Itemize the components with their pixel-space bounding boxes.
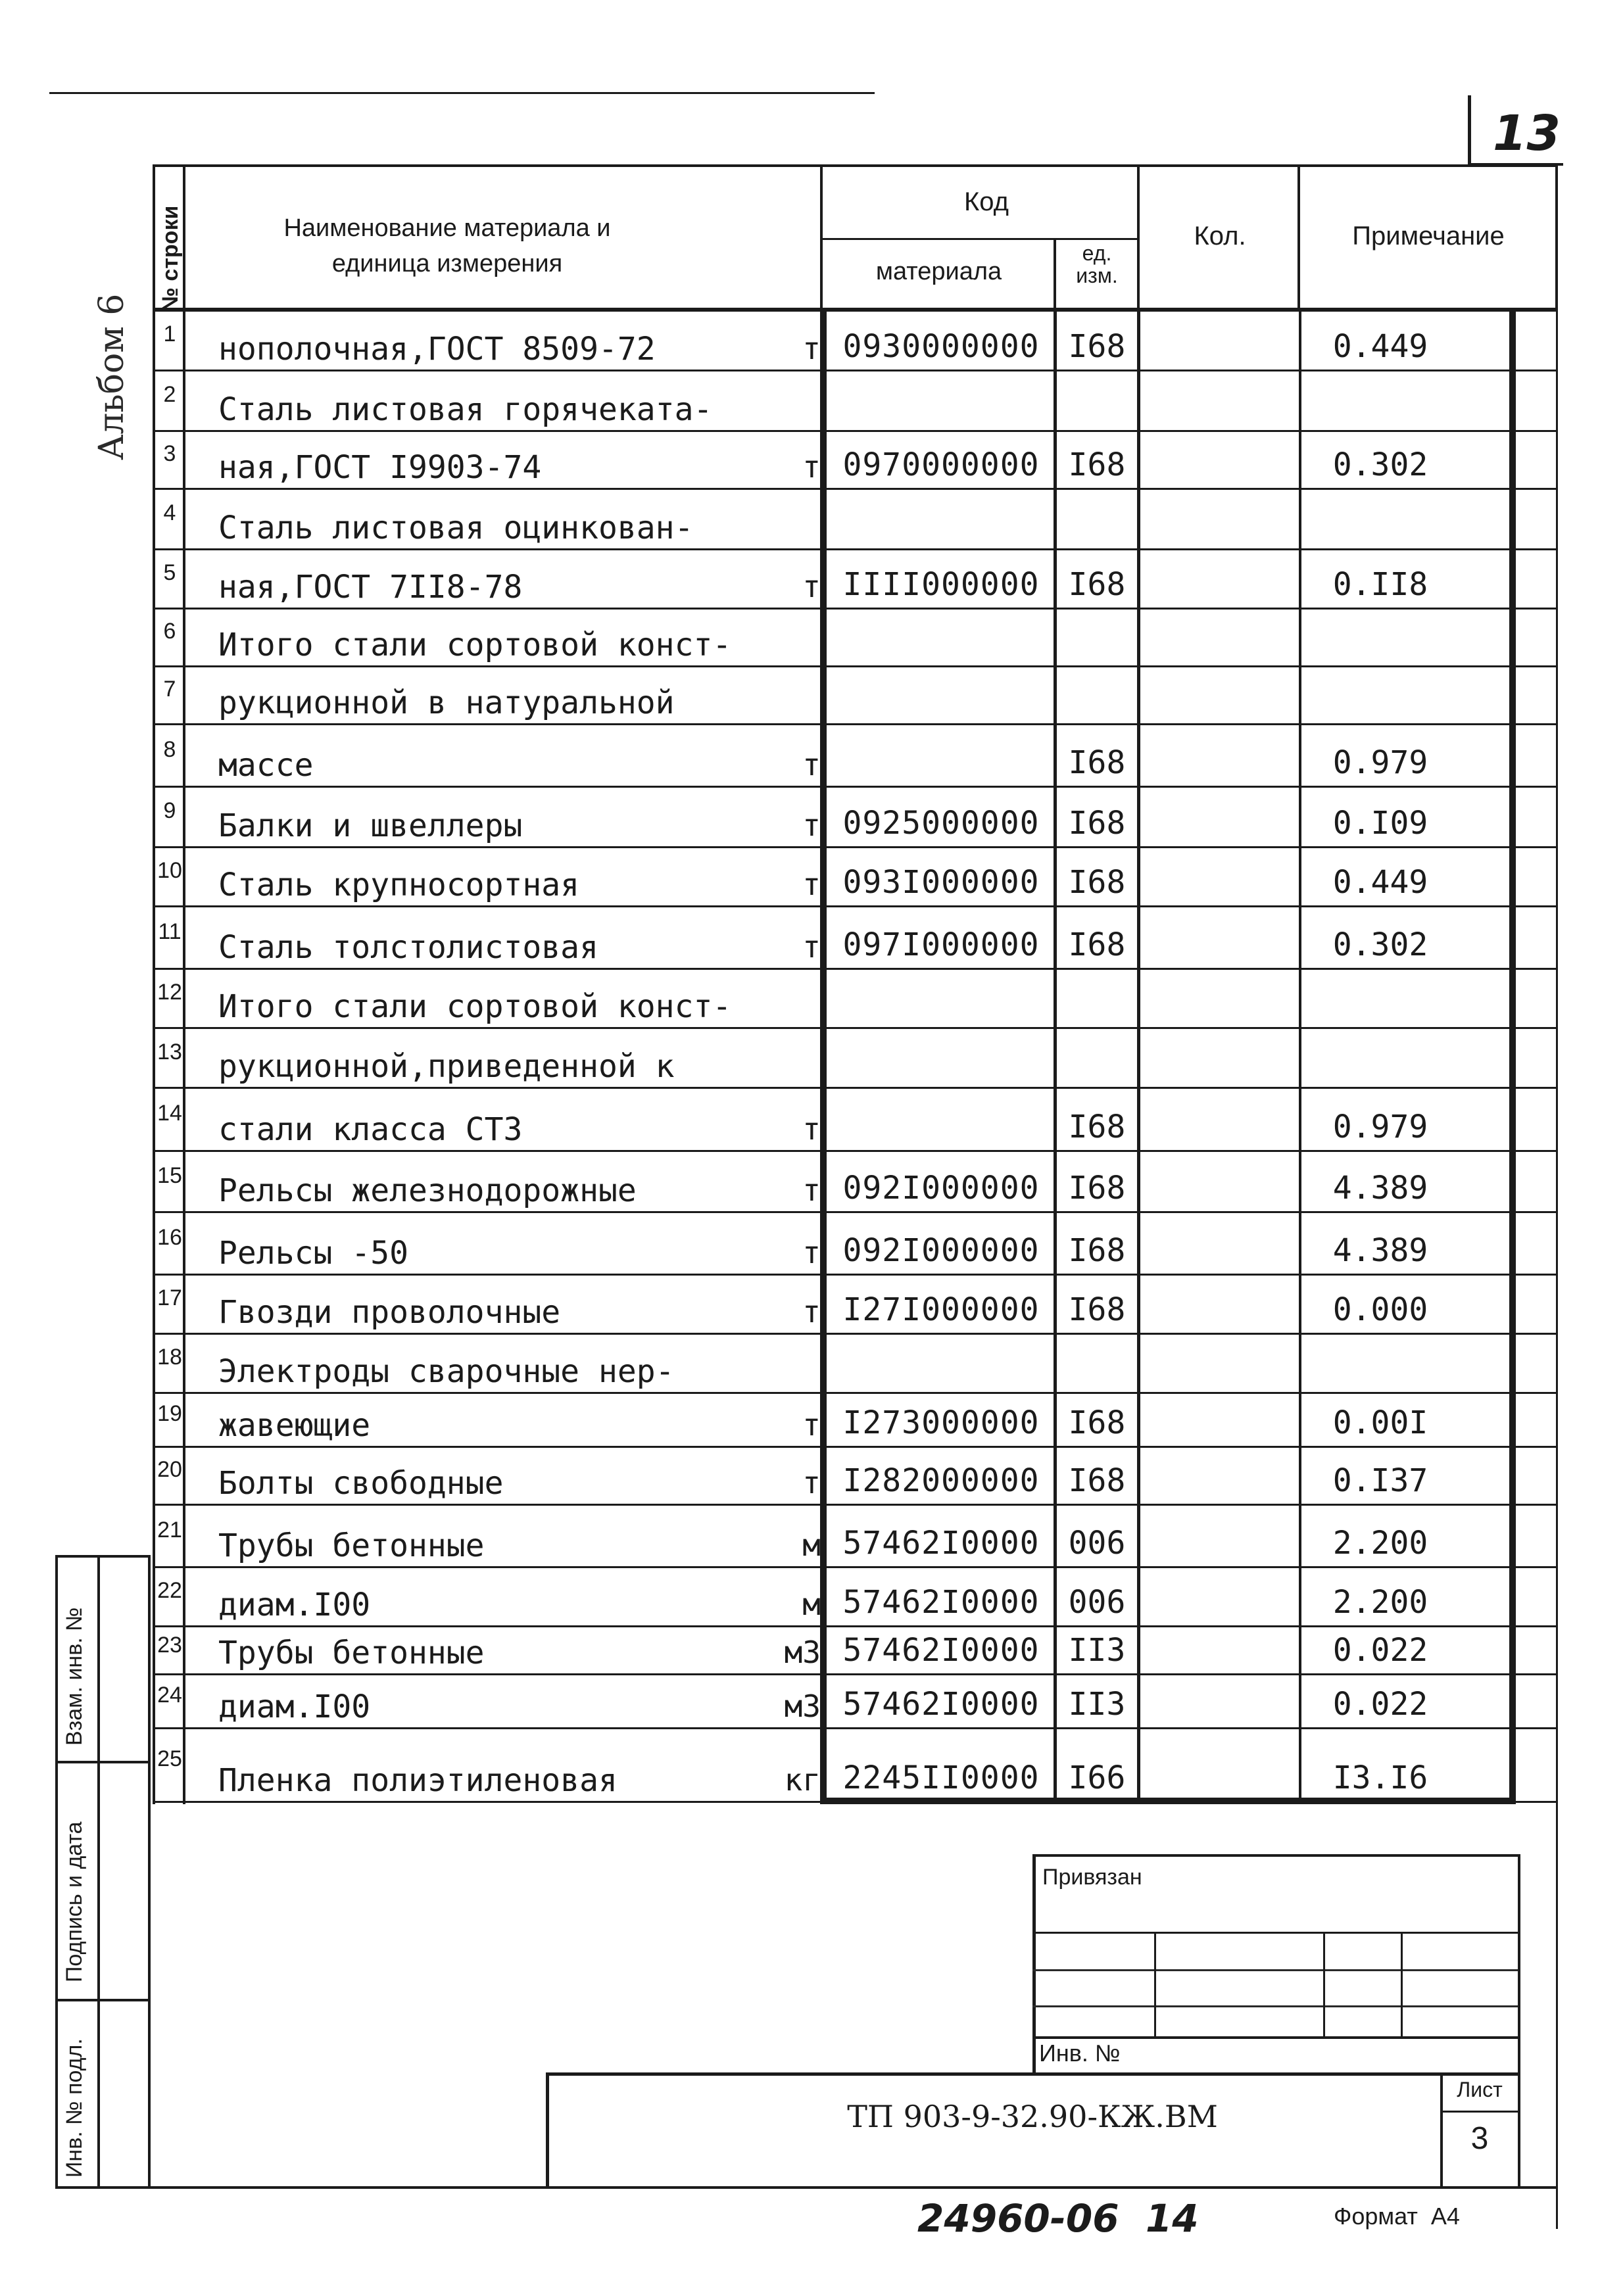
row-material-code: IIII000000 [842,566,1040,603]
row-name: нополочная,ГОСТ 8509-72 [218,331,656,368]
row-unit: м [802,1587,821,1622]
row-quantity: 0.979 [1332,1109,1428,1145]
row-number: 6 [163,619,176,644]
list-number: 3 [1470,2121,1489,2156]
row-unit-code: II3 [1068,1686,1126,1723]
row-number: 1 [163,321,176,347]
row-name: Итого стали сортовой конст- [218,988,732,1025]
table-row [153,432,1557,490]
table-row [153,610,1557,667]
row-number: 3 [163,441,176,466]
row-name: Рельсы железнодорожные [218,1172,637,1209]
row-unit-code: I68 [1068,1232,1126,1269]
row-name: Сталь крупносортная [218,867,580,903]
row-name: Трубы бетонные [218,1527,485,1564]
row-quantity: 0.302 [1332,926,1428,963]
row-material-code: I27I000000 [842,1291,1040,1328]
row-quantity: 0.I37 [1332,1462,1428,1499]
table-row [153,1568,1557,1627]
table-row [153,371,1557,432]
row-material-code: 0970000000 [842,446,1040,483]
side-stamp-frame [55,1555,58,2188]
row-unit: т [802,747,821,782]
row-unit: м3 [784,1688,821,1724]
row-unit-code: I68 [1068,1170,1126,1207]
row-unit-code: I66 [1068,1759,1126,1796]
table-row [153,1029,1557,1089]
row-number: 14 [157,1101,182,1126]
row-unit: т [802,1172,821,1208]
header-row-no: № строки [158,205,183,312]
row-number: 13 [157,1039,182,1064]
row-name: Итого стали сортовой конст- [218,627,732,663]
row-unit: т [802,929,821,965]
sheet-number-divider [1468,95,1471,164]
row-unit-code: 006 [1068,1525,1126,1562]
row-number: 7 [163,677,176,702]
row-unit-code: I68 [1068,1462,1126,1499]
row-material-code: 57462I0000 [842,1584,1040,1621]
doc-code: ТП 903-9-32.90-КЖ.ВМ [847,2099,1218,2134]
row-quantity: 0.302 [1332,446,1428,483]
header-name: Наименование материала и единица измерения [283,214,611,277]
row-number: 9 [163,798,176,823]
album-label: Альбом 6 [92,293,132,460]
row-unit: т [802,867,821,902]
row-quantity: 2.200 [1332,1525,1428,1562]
side-stamp-vzam: Взам. инв. № [62,1607,87,1746]
table-row [153,1335,1557,1394]
row-quantity: 4.389 [1332,1170,1428,1207]
header-note: Примечание [1352,222,1505,251]
row-unit: т [802,1111,821,1147]
row-number: 16 [157,1224,182,1250]
row-name: Сталь толстолистовая [218,929,598,966]
row-number: 24 [157,1683,182,1708]
table-row [153,1089,1557,1152]
row-quantity: 0.449 [1332,864,1428,901]
table-row [153,1627,1557,1675]
row-unit: т [802,569,821,604]
row-number: 15 [157,1162,182,1188]
row-name: ная,ГОСТ 7II8-78 [218,569,523,606]
row-quantity: 0.II8 [1332,566,1428,603]
row-quantity: 0.00I [1332,1404,1428,1441]
row-quantity: 2.200 [1332,1584,1428,1621]
row-quantity: 4.389 [1332,1232,1428,1269]
row-name: Болты свободные [218,1465,504,1502]
side-stamp-inv-podl: Инв. № подл. [62,2038,87,2178]
table-row [153,1213,1557,1276]
header-qty: Кол. [1194,222,1246,251]
table-row [153,550,1557,610]
row-number: 11 [158,919,182,944]
row-name: ная,ГОСТ I9903-74 [218,449,542,486]
row-quantity: I3.I6 [1332,1759,1428,1796]
row-name: рукционной,приведенной к [218,1048,675,1085]
row-material-code: 0930000000 [842,328,1040,365]
row-name: диам.I00 [218,1688,371,1725]
row-material-code: 57462I0000 [842,1525,1040,1562]
table-row [153,310,1557,371]
row-number: 10 [157,858,182,883]
row-quantity: 0.022 [1332,1632,1428,1669]
table-row [153,490,1557,550]
row-name: Сталь листовая горячеката- [218,391,713,428]
row-unit: м3 [784,1635,821,1670]
row-name: Рельсы -50 [218,1235,408,1272]
row-material-code: 57462I0000 [842,1632,1040,1669]
row-unit: т [802,1235,821,1270]
row-name: стали класса СТ3 [218,1111,523,1148]
header-material: материала [875,258,1002,285]
row-number: 12 [157,980,182,1005]
table-row [153,725,1557,788]
inv-no-label: Инв. № [1039,2040,1121,2067]
row-number: 25 [157,1746,182,1771]
row-name: диам.I00 [218,1587,371,1623]
table-row [153,1152,1557,1213]
table-row [153,907,1557,970]
format-label: Формат А4 [1334,2203,1460,2230]
top-rule [49,92,875,94]
row-name: Гвозди проволочные [218,1294,561,1331]
row-name: Сталь листовая оцинкован- [218,510,694,546]
row-material-code: I282000000 [842,1462,1040,1499]
row-unit-code: I68 [1068,1291,1126,1328]
row-unit: т [802,331,821,366]
table-row [153,1448,1557,1506]
row-unit-code: I68 [1068,744,1126,781]
row-unit-code: I68 [1068,1404,1126,1441]
row-name: Трубы бетонные [218,1635,485,1671]
row-number: 8 [163,736,176,762]
row-unit-code: I68 [1068,864,1126,901]
row-unit-code: I68 [1068,805,1126,842]
row-number: 21 [157,1517,182,1543]
row-unit: т [802,449,821,485]
row-unit-code: I68 [1068,1109,1126,1145]
row-unit-code: I68 [1068,926,1126,963]
row-number: 22 [157,1578,182,1603]
row-number: 4 [163,500,176,525]
row-name: Электроды сварочные нер- [218,1353,675,1390]
row-name: Пленка полиэтиленовая [218,1762,618,1799]
row-unit: т [802,1465,821,1500]
row-unit-code: I68 [1068,446,1126,483]
row-material-code: 2245II0000 [842,1759,1040,1796]
row-material-code: 57462I0000 [842,1686,1040,1723]
row-material-code: 097I000000 [842,926,1040,963]
row-material-code: 093I000000 [842,864,1040,901]
row-number: 19 [157,1401,182,1426]
row-unit: т [802,1407,821,1443]
row-unit: кг [784,1762,821,1798]
table-row [153,1506,1557,1568]
row-number: 23 [157,1633,182,1658]
row-name: массе [218,747,314,784]
row-number: 5 [163,560,176,585]
row-number: 20 [157,1457,182,1482]
row-number: 2 [163,382,176,407]
row-unit: т [802,807,821,843]
table-row [153,1729,1557,1803]
handwritten-inventory: 24960-06 14 [917,2196,1199,2241]
row-quantity: 0.022 [1332,1686,1428,1723]
row-quantity: 0.000 [1332,1291,1428,1328]
table-row [153,788,1557,848]
row-unit-code: I68 [1068,328,1126,365]
row-material-code: 0925000000 [842,805,1040,842]
row-unit-code: I68 [1068,566,1126,603]
row-name: Балки и швеллеры [218,807,523,844]
row-number: 17 [157,1285,182,1310]
row-material-code: I273000000 [842,1404,1040,1441]
row-unit: т [802,1294,821,1329]
row-unit: м [802,1527,821,1563]
row-material-code: 092I000000 [842,1170,1040,1207]
table-row [153,1276,1557,1335]
table-row [153,970,1557,1029]
sheet-number: 13 [1493,105,1561,162]
row-quantity: 0.449 [1332,328,1428,365]
side-stamp-podpis: Подпись и дата [62,1821,87,1982]
table-row [153,1675,1557,1729]
title-block [546,1854,1519,2188]
row-unit-code: II3 [1068,1632,1126,1669]
row-name: рукционной в натуральной [218,684,675,721]
table-row [153,1394,1557,1448]
row-number: 18 [157,1345,182,1370]
header-unit-code: ед. изм. [1076,241,1118,287]
row-name: жавеющие [218,1407,371,1444]
privyazan-label: Привязан [1042,1865,1142,1890]
header-code: Код [963,187,1009,216]
table-row [153,848,1557,907]
list-label: Лист [1457,2078,1503,2101]
table-row [153,667,1557,725]
row-material-code: 092I000000 [842,1232,1040,1269]
row-quantity: 0.979 [1332,744,1428,781]
row-quantity: 0.I09 [1332,805,1428,842]
row-unit-code: 006 [1068,1584,1126,1621]
